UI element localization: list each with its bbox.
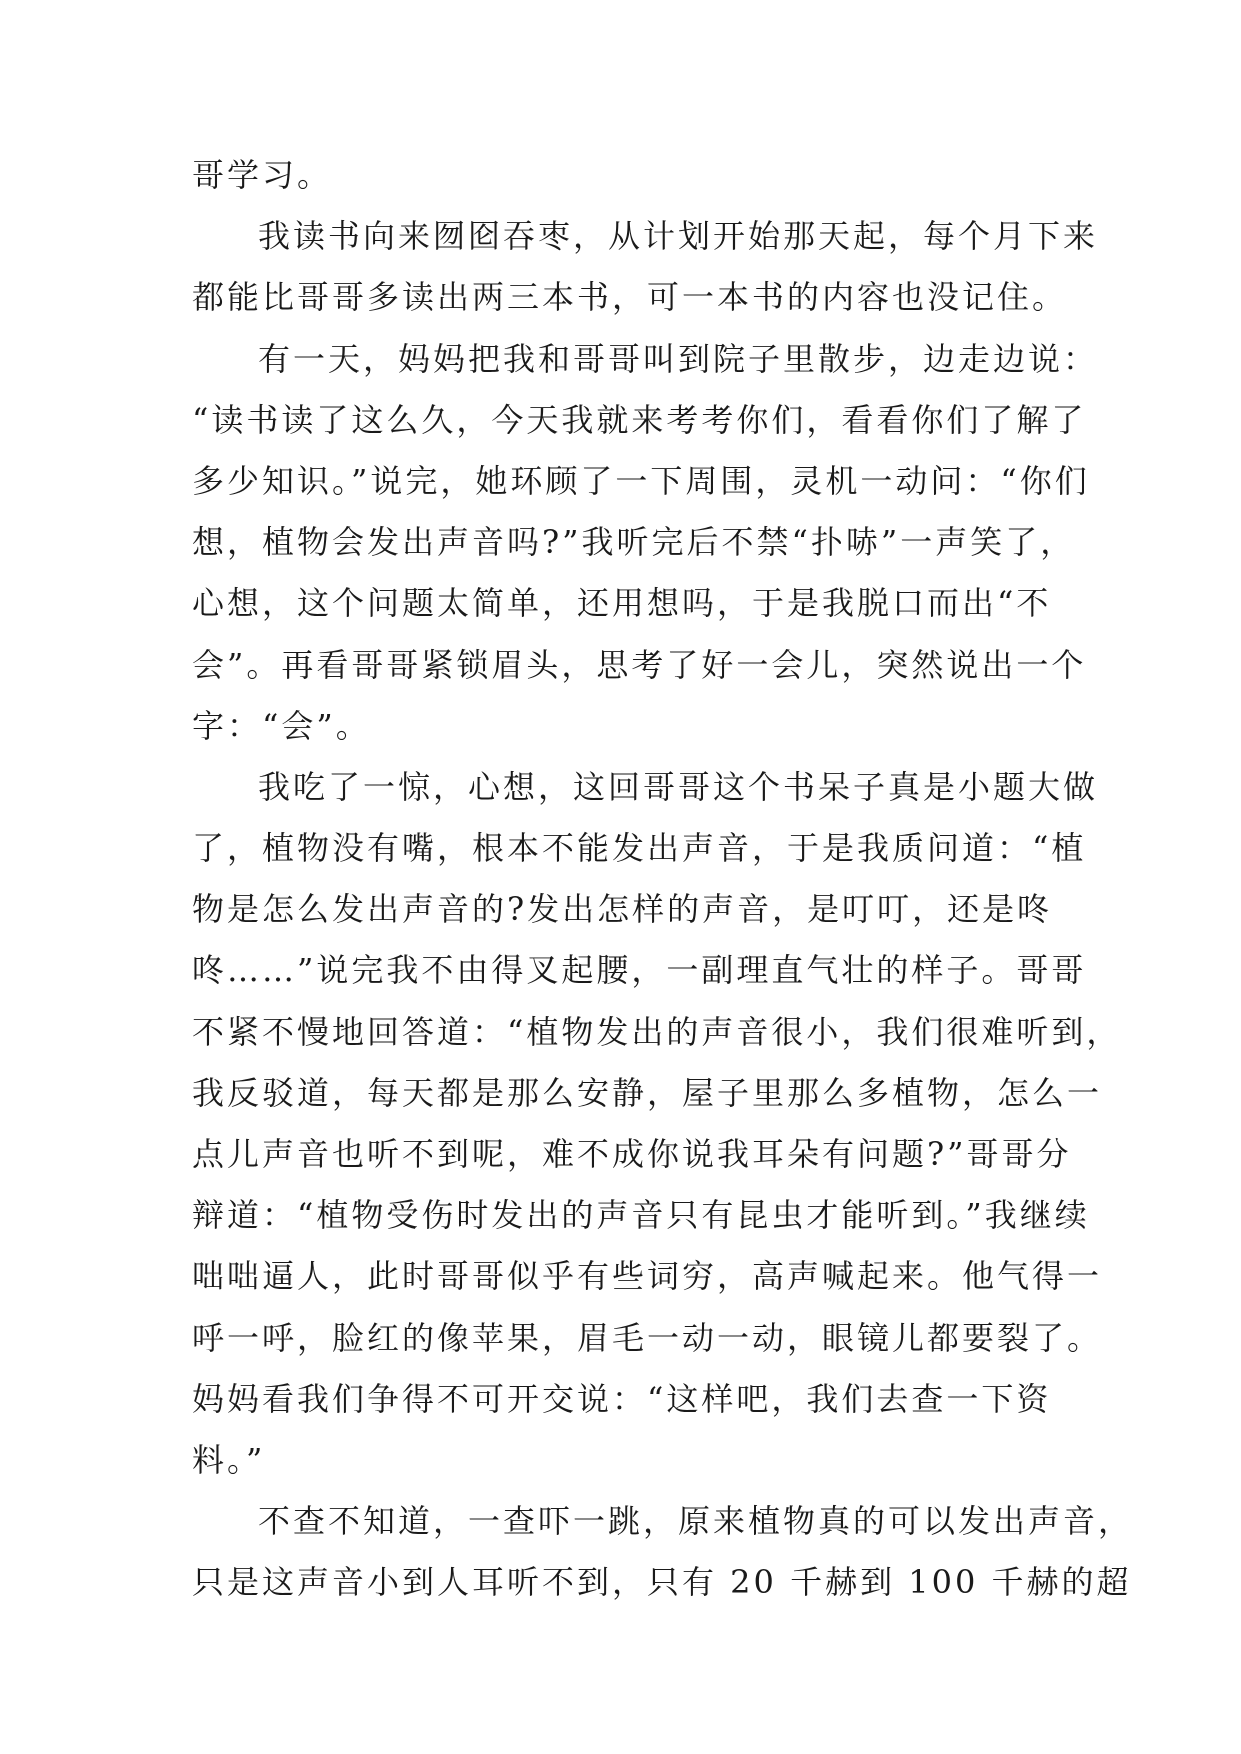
text-line: 了，植物没有嘴，根本不能发出声音，于是我质问道：“植 xyxy=(192,829,1087,868)
text-line: 想，植物会发出声音吗?”我听完后不禁“扑哧”一声笑了， xyxy=(192,523,1076,562)
text-line: 不查不知道，一查吓一跳，原来植物真的可以发出声音， xyxy=(258,1502,1134,1541)
text-line: 不紧不慢地回答道：“植物发出的声音很小，我们很难听到， xyxy=(192,1012,1122,1051)
text-line: 我读书向来囫囵吞枣，从计划开始那天起，每个月下来 xyxy=(258,217,1099,256)
text-line: 多少知识。”说完，她环顾了一下周围，灵机一动问：“你们 xyxy=(192,461,1090,500)
text-line: 我反驳道，每天都是那么安静，屋子里那么多植物，怎么一 xyxy=(192,1073,1103,1112)
body-text xyxy=(192,145,1134,1614)
text-line: 字：“会”。 xyxy=(192,706,371,745)
text-line: “读书读了这么久，今天我就来考考你们，看看你们了解了 xyxy=(192,400,1087,439)
text-line: 哥学习。 xyxy=(192,156,333,194)
text-line: 料。” xyxy=(192,1440,266,1479)
text-line: 呼一呼，脸红的像苹果，眉毛一动一动，眼镜儿都要裂了。 xyxy=(192,1318,1103,1357)
text-line: 会”。再看哥哥紧锁眉头，思考了好一会儿，突然说出一个 xyxy=(192,645,1087,684)
text-line: 心想，这个问题太简单，还用想吗，于是我脱口而出“不 xyxy=(192,584,1052,623)
text-line: 咚……”说完我不由得叉起腰，一副理直气壮的样子。哥哥 xyxy=(192,951,1087,990)
text-line: 有一天，妈妈把我和哥哥叫到院子里散步，边走边说： xyxy=(258,339,1099,378)
text-line: 物是怎么发出声音的?发出怎样的声音，是叮叮，还是咚 xyxy=(192,890,1053,929)
text-line: 咄咄逼人，此时哥哥似乎有些词穷，高声喊起来。他气得一 xyxy=(192,1257,1103,1296)
text-line: 只是这声音小到人耳听不到，只有 20 千赫到 100 千赫的超 xyxy=(192,1563,1132,1602)
text-line: 我吃了一惊，心想，这回哥哥这个书呆子真是小题大做 xyxy=(258,767,1099,806)
text-line: 都能比哥哥多读出两三本书，可一本书的内容也没记住。 xyxy=(192,278,1068,317)
text-line: 妈妈看我们争得不可开交说：“这样吧，我们去查一下资 xyxy=(192,1379,1052,1418)
text-line: 辩道：“植物受伤时发出的声音只有昆虫才能听到。”我继续 xyxy=(192,1196,1090,1235)
text-line: 点儿声音也听不到呢，难不成你说我耳朵有问题?”哥哥分 xyxy=(192,1135,1072,1173)
